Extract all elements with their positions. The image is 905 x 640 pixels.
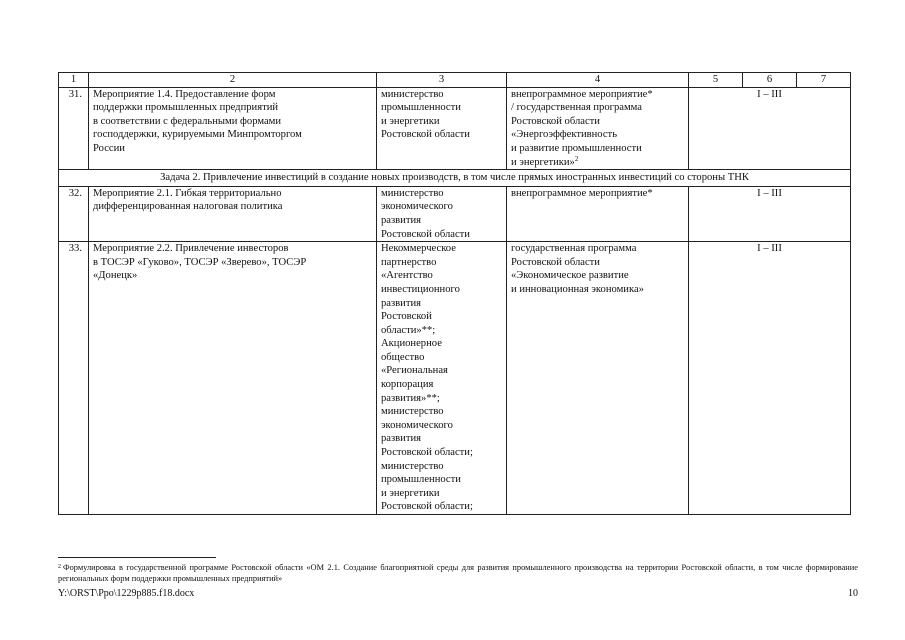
- row-number: 33.: [59, 242, 89, 515]
- executor-cell: Некоммерческое партнерство «Агентство инвестиционного развития Ростовской области»**; Акционерное общество «Региональная корпорация развития»**; министерство экономического развития Ростовской области; министерство промышленности и энергетики Ростовской области;: [377, 242, 507, 515]
- header-cell: 3: [377, 73, 507, 88]
- source-text: внепрограммное мероприятие* / государственная программа Ростовской области «Энергоэффективность и развитие промышленности и энергетики»: [511, 88, 653, 168]
- header-cell: 6: [743, 73, 797, 88]
- footnote-separator: [58, 557, 216, 558]
- header-cell: 1: [59, 73, 89, 88]
- executor-cell: министерство промышленности и энергетики Ростовской области: [377, 87, 507, 170]
- table-row: [59, 186, 851, 241]
- event-cell: Мероприятие 2.1. Гибкая территориально дифференцированная налоговая политика: [89, 186, 377, 241]
- table-row: [59, 87, 851, 170]
- period-cell: I – III: [689, 87, 851, 170]
- event-cell: Мероприятие 2.2. Привлечение инвесторов в ТОСЭР «Гуково», ТОСЭР «Зверево», ТОСЭР «Донецк»: [89, 242, 377, 515]
- header-cell: 7: [797, 73, 851, 88]
- table-header-row: [59, 73, 851, 88]
- row-number: 32.: [59, 186, 89, 241]
- measures-table: [58, 72, 851, 515]
- source-cell: [507, 87, 689, 170]
- footnote-ref: 2: [574, 154, 579, 163]
- task-heading: Задача 2. Привлечение инвестиций в создание новых производств, в том числе прямых иностранных инвестиций со стороны ТНК: [59, 170, 851, 187]
- header-cell: 2: [89, 73, 377, 88]
- source-cell: внепрограммное мероприятие*: [507, 186, 689, 241]
- period-cell: I – III: [689, 242, 851, 515]
- footnote-marker: 2: [58, 564, 61, 570]
- event-cell: Мероприятие 1.4. Предоставление форм поддержки промышленных предприятий в соответствии с федеральными формами господдержки, курируемыми Минпромторгом России: [89, 87, 377, 170]
- task-row: [59, 170, 851, 187]
- header-cell: 4: [507, 73, 689, 88]
- row-number: 31.: [59, 87, 89, 170]
- page-number: 10: [848, 588, 858, 599]
- footnote-text: Формулировка в государственной программе Ростовской области «ОМ 2.1. Создание благоприятной среды для развития промышленного производства на территории Ростовской области, в том числе формирование региональных форм поддержки промышленных предприятий»: [58, 563, 858, 583]
- footnote: [58, 562, 858, 584]
- header-cell: 5: [689, 73, 743, 88]
- table-row: [59, 242, 851, 515]
- source-cell: государственная программа Ростовской области «Экономическое развитие и инновационная экономика»: [507, 242, 689, 515]
- executor-cell: министерство экономического развития Ростовской области: [377, 186, 507, 241]
- file-path: Y:\ORST\Ppo\1229p885.f18.docx: [58, 588, 195, 599]
- period-cell: I – III: [689, 186, 851, 241]
